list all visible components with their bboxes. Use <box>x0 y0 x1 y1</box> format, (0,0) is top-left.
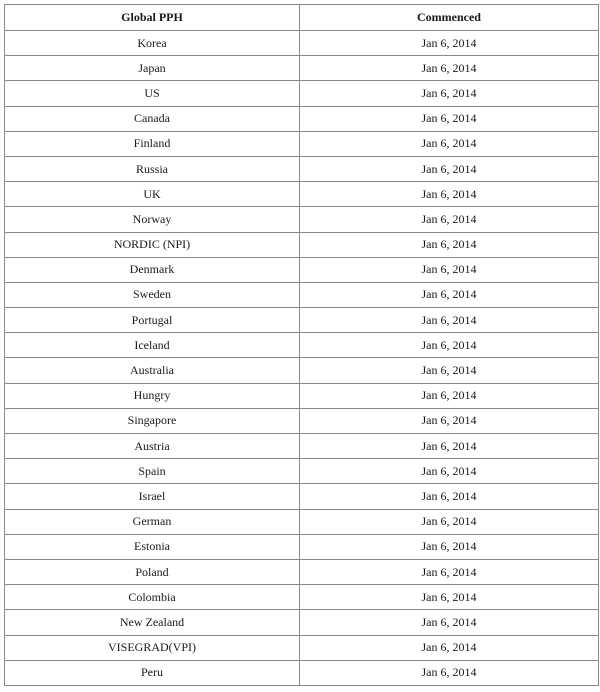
table-row <box>5 358 599 383</box>
commenced-date-cell: Jan 6, 2014 <box>300 308 599 333</box>
commenced-date-cell: Jan 6, 2014 <box>300 106 599 131</box>
country-cell: Poland <box>5 559 300 584</box>
country-cell: Peru <box>5 660 300 685</box>
country-cell: Singapore <box>5 408 300 433</box>
country-cell: Spain <box>5 459 300 484</box>
commenced-date-cell: Jan 6, 2014 <box>300 156 599 181</box>
table-row <box>5 156 599 181</box>
table-row <box>5 81 599 106</box>
header-row <box>5 5 599 31</box>
commenced-date-cell: Jan 6, 2014 <box>300 56 599 81</box>
commenced-date-cell: Jan 6, 2014 <box>300 559 599 584</box>
country-cell: Japan <box>5 56 300 81</box>
country-cell: Israel <box>5 484 300 509</box>
country-cell: Korea <box>5 31 300 56</box>
country-cell: Canada <box>5 106 300 131</box>
table-row <box>5 383 599 408</box>
country-cell: New Zealand <box>5 610 300 635</box>
commenced-date-cell: Jan 6, 2014 <box>300 131 599 156</box>
table-row <box>5 56 599 81</box>
country-cell: Sweden <box>5 282 300 307</box>
commenced-date-cell: Jan 6, 2014 <box>300 635 599 660</box>
pph-table-container <box>4 4 598 686</box>
table-header <box>5 5 599 31</box>
country-cell: Estonia <box>5 534 300 559</box>
table-row <box>5 484 599 509</box>
commenced-date-cell: Jan 6, 2014 <box>300 81 599 106</box>
country-cell: Finland <box>5 131 300 156</box>
table-row <box>5 459 599 484</box>
country-cell: German <box>5 509 300 534</box>
commenced-date-cell: Jan 6, 2014 <box>300 484 599 509</box>
table-row <box>5 333 599 358</box>
country-cell: Russia <box>5 156 300 181</box>
country-cell: Denmark <box>5 257 300 282</box>
table-row <box>5 509 599 534</box>
country-cell: UK <box>5 182 300 207</box>
table-row <box>5 207 599 232</box>
commenced-date-cell: Jan 6, 2014 <box>300 282 599 307</box>
table-row <box>5 585 599 610</box>
table-row <box>5 182 599 207</box>
commenced-date-cell: Jan 6, 2014 <box>300 534 599 559</box>
table-row <box>5 434 599 459</box>
commenced-date-cell: Jan 6, 2014 <box>300 333 599 358</box>
table-row <box>5 635 599 660</box>
table-row <box>5 282 599 307</box>
table-row <box>5 131 599 156</box>
country-cell: Austria <box>5 434 300 459</box>
commenced-date-cell: Jan 6, 2014 <box>300 459 599 484</box>
commenced-date-cell: Jan 6, 2014 <box>300 207 599 232</box>
country-cell: VISEGRAD(VPI) <box>5 635 300 660</box>
table-row <box>5 232 599 257</box>
column-header-global-pph: Global PPH <box>5 5 300 31</box>
commenced-date-cell: Jan 6, 2014 <box>300 509 599 534</box>
country-cell: NORDIC (NPI) <box>5 232 300 257</box>
country-cell: Iceland <box>5 333 300 358</box>
table-row <box>5 31 599 56</box>
commenced-date-cell: Jan 6, 2014 <box>300 182 599 207</box>
pph-table <box>4 4 599 686</box>
column-header-commenced: Commenced <box>300 5 599 31</box>
country-cell: Australia <box>5 358 300 383</box>
country-cell: Portugal <box>5 308 300 333</box>
table-body <box>5 31 599 686</box>
country-cell: Hungry <box>5 383 300 408</box>
table-row <box>5 610 599 635</box>
table-row <box>5 106 599 131</box>
commenced-date-cell: Jan 6, 2014 <box>300 660 599 685</box>
commenced-date-cell: Jan 6, 2014 <box>300 585 599 610</box>
country-cell: US <box>5 81 300 106</box>
table-row <box>5 559 599 584</box>
commenced-date-cell: Jan 6, 2014 <box>300 383 599 408</box>
country-cell: Norway <box>5 207 300 232</box>
commenced-date-cell: Jan 6, 2014 <box>300 31 599 56</box>
table-row <box>5 660 599 685</box>
table-row <box>5 308 599 333</box>
commenced-date-cell: Jan 6, 2014 <box>300 434 599 459</box>
country-cell: Colombia <box>5 585 300 610</box>
commenced-date-cell: Jan 6, 2014 <box>300 610 599 635</box>
table-row <box>5 257 599 282</box>
table-row <box>5 534 599 559</box>
commenced-date-cell: Jan 6, 2014 <box>300 358 599 383</box>
commenced-date-cell: Jan 6, 2014 <box>300 257 599 282</box>
table-row <box>5 408 599 433</box>
commenced-date-cell: Jan 6, 2014 <box>300 232 599 257</box>
commenced-date-cell: Jan 6, 2014 <box>300 408 599 433</box>
